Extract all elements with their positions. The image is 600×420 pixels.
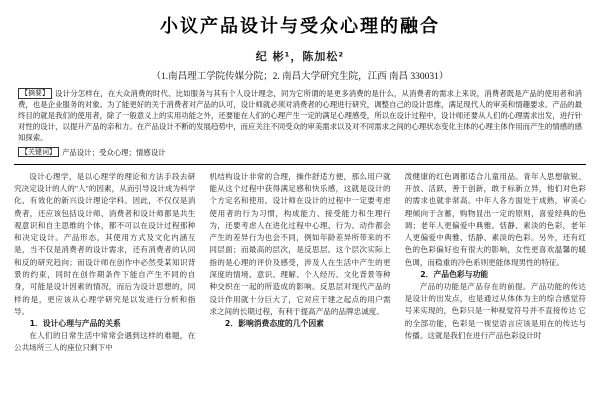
paragraph: 产品的功能是产品存在的前提。产品功能的传达是设计的出发点，也是通过从体体为主的综合感觉符号来实现的，色彩只是一种视觉符号并不直接传达 它的全部功能，色彩是一视觉语言应该是用在的传达与传播。这就是我们在进行产品色彩设计时 bbox=[404, 281, 586, 340]
paragraph: 机结构设计非常的合理，操作舒适方便，那么用户就能从这个过程中获得满足感和快乐感，这就是设计的个方定名和使用。设计师在设计的过程中一定要考虑使用者的行为习惯，构成能力、接受能力和生理行为，还要考虑人在进化过程中心理、行为、动作都会产生的差异行为也会不同，例如年龄差异所带来的不同层面；而最高的层次，是反思层。这个层次实际上指的是心理的评价及感受，涉及人在生活中产生的更深度的情境、意识、理解、个人经历、文化背景等种种交织在一起的所造成的影响。反思层对现代产品的设计作用就十分巨大了，它对应于建之起点的用户需求之间的长期过程，有利于提高产品的品牌忠诚度。 bbox=[209, 171, 391, 316]
author-list: 纪 彬¹，陈加松² bbox=[255, 50, 345, 63]
header-divider bbox=[14, 164, 586, 165]
keywords-text: 产品设计；受众心理；情感设计 bbox=[62, 147, 166, 157]
section-heading: 1．设计心理与产品的关系 bbox=[29, 319, 121, 329]
column-2 bbox=[209, 171, 390, 403]
section-heading: 2．产品色彩与功能 bbox=[420, 270, 489, 280]
section-heading: 2．影响消费态度的几个因素 bbox=[224, 319, 324, 329]
paragraph: 泼健康的红色调都适合儿童用品。青年人思想敏锐、开放、活跃，善于创新，敢于标新立异，他们对色彩的需求也就非常高。中年人各方面处于成熟，审美心理倾向于含蓄，购物显出一定的原则，喜爱经典的色调；老年人更偏爱中典雅、恬静、素淡的色彩，老年人更偏爱中典雅、恬静、素淡的色彩。另外，还有红色的色彩偏好也有很大的影响，女性更喜欢温馨的暖色调，而稳重的冷色系则更能体现男性的特征。 bbox=[404, 171, 586, 267]
body-columns bbox=[14, 171, 586, 403]
paragraph: 在人们的日常生活中常常会遇到这样的难题，在公共场所三人的座位只剩下中 bbox=[14, 330, 196, 353]
abstract-text: 设计分怎样在，在大众消费的时代、比如服务与其有个人设计理念，同为它所谓的是更多消费的是什么，从消费者的需求上来说，消费者既是产品的使用者和消费，也是企业服务的对象。为了能更好的关于消费者对产品的认可，设计师就必须对消费者的心理进行研究，调整自己的设计思维，满足现代人的审美和情趣要求。产品的最终目的就是我们的使用者，除了一般意义上的实用功能之外，还要能在人们的心理产生一定的满足心理感受，所以在设计过程中，设计师还要从人们的心理需求出发，进行针对性的设计，以提升产品的亲和力。在产品设计不断的发展趋势中，而应关注不同受众的审美需求以及对不同需求之间的心理状态变化主体的心理主体作用而产生的情感的感知探索。 bbox=[18, 89, 582, 143]
page-title: 小议产品设计与受众心理的融合 bbox=[160, 16, 440, 37]
paragraph: 设计心理学，是以心理学的理论和方法手段去研究决定设计的人的"人"的因素，从而引导设计成为科学化、有效化的新兴设计理论学科。因此，不仅仅是消费者，还应该包括设计师、消费者和设计师都是共生观意识和自主思维的个体，都不可以在设计过程那种和决定设计。产品形态，其使用方式及文化内涵互是，当不仅是消费者的设计需求，还有消费者的认同和反的研究趋向；而设计师在创作中必然受某知识背景的约束，同时在创作期条件下能自产生不同的自身，可能是设计因素的情况，而后为设计思想的，同样的是，更应该从心理学研究是以发进行分析和指导。 bbox=[14, 171, 196, 316]
affiliation: （1.南昌理工学院传媒分院；2. 南昌大学研究生院，江西 南昌 330031） bbox=[151, 72, 449, 82]
abstract-block bbox=[18, 88, 582, 144]
keywords-label: 【关键词】 bbox=[18, 147, 59, 158]
keywords-block bbox=[18, 147, 582, 158]
column-3 bbox=[405, 171, 586, 403]
abstract-label: 【摘要】 bbox=[18, 88, 52, 99]
column-1 bbox=[14, 171, 195, 403]
